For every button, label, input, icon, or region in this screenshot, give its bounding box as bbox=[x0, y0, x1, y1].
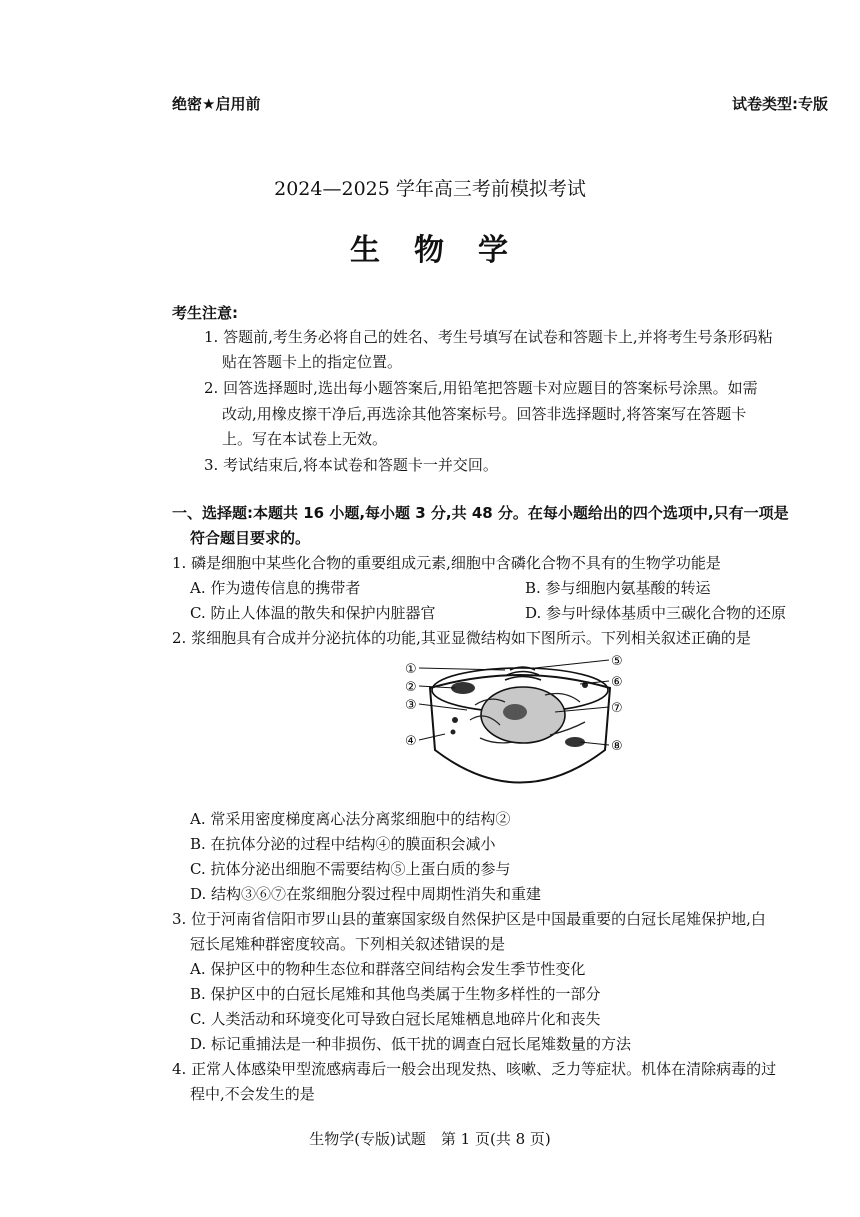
q3-option-c: C. 人类活动和环境变化可导致白冠长尾雉栖息地碎片化和丧失 bbox=[190, 1010, 601, 1028]
q3-option-d: D. 标记重捕法是一种非损伤、低干扰的调查白冠长尾雉数量的方法 bbox=[190, 1035, 632, 1053]
notice-line: 上。写在本试卷上无效。 bbox=[222, 430, 388, 448]
label-5: ⑤ bbox=[611, 654, 623, 669]
q3-option-b: B. 保护区中的白冠长尾雉和其他鸟类属于生物多样性的一部分 bbox=[190, 985, 601, 1003]
page-footer: 生物学(专版)试题 第 1 页(共 8 页) bbox=[309, 1130, 551, 1148]
subject-title: 生 物 学 bbox=[350, 233, 510, 268]
label-8: ⑧ bbox=[611, 739, 623, 754]
q3-stem-cont: 冠长尾雉种群密度较高。下列相关叙述错误的是 bbox=[190, 935, 506, 953]
label-1: ① bbox=[405, 662, 417, 677]
q1-option-b: B. 参与细胞内氨基酸的转运 bbox=[525, 579, 711, 597]
notice-heading: 考生注意: bbox=[172, 304, 238, 322]
paper-type-label: 试卷类型:专版 bbox=[732, 95, 828, 113]
q2-option-c: C. 抗体分泌出细胞不需要结构⑤上蛋白质的参与 bbox=[190, 860, 511, 878]
q4-stem-cont: 程中,不会发生的是 bbox=[190, 1085, 315, 1103]
q2-stem: 2. 浆细胞具有合成并分泌抗体的功能,其亚显微结构如下图所示。下列相关叙述正确的是 bbox=[172, 629, 751, 647]
section-heading-cont: 符合题目要求的。 bbox=[190, 529, 311, 547]
label-6: ⑥ bbox=[611, 675, 623, 690]
label-7: ⑦ bbox=[611, 701, 623, 716]
q1-option-a: A. 作为遗传信息的携带者 bbox=[190, 579, 361, 597]
q2-option-d: D. 结构③⑥⑦在浆细胞分裂过程中周期性消失和重建 bbox=[190, 885, 542, 903]
plasma-cell-diagram bbox=[395, 650, 645, 800]
label-3: ③ bbox=[405, 698, 417, 713]
confidential-mark: 绝密★启用前 bbox=[172, 95, 261, 113]
q1-stem: 1. 磷是细胞中某些化合物的重要组成元素,细胞中含磷化合物不具有的生物学功能是 bbox=[172, 554, 721, 572]
notice-line: 3. 考试结束后,将本试卷和答题卡一并交回。 bbox=[204, 456, 498, 474]
q2-option-a: A. 常采用密度梯度离心法分离浆细胞中的结构② bbox=[190, 810, 511, 828]
exam-title: 2024—2025 学年高三考前模拟考试 bbox=[274, 178, 586, 200]
section-heading: 一、选择题:本题共 16 小题,每小题 3 分,共 48 分。在每小题给出的四个选项中,只有一项是 bbox=[172, 504, 789, 522]
label-2: ② bbox=[405, 680, 417, 695]
q4-stem: 4. 正常人体感染甲型流感病毒后一般会出现发热、咳嗽、乏力等症状。机体在清除病毒的过 bbox=[172, 1060, 777, 1078]
notice-line: 2. 回答选择题时,选出每小题答案后,用铅笔把答题卡对应题目的答案标号涂黑。如需 bbox=[204, 379, 758, 397]
q3-stem: 3. 位于河南省信阳市罗山县的董寨国家级自然保护区是中国最重要的白冠长尾雉保护地,白 bbox=[172, 910, 766, 928]
notice-line: 1. 答题前,考生务必将自己的姓名、考生号填写在试卷和答题卡上,并将考生号条形码粘 bbox=[204, 328, 773, 346]
q1-option-c: C. 防止人体温的散失和保护内脏器官 bbox=[190, 604, 436, 622]
notice-line: 贴在答题卡上的指定位置。 bbox=[222, 353, 403, 371]
q3-option-a: A. 保护区中的物种生态位和群落空间结构会发生季节性变化 bbox=[190, 960, 586, 978]
q2-option-b: B. 在抗体分泌的过程中结构④的膜面积会减小 bbox=[190, 835, 496, 853]
q1-option-d: D. 参与叶绿体基质中三碳化合物的还原 bbox=[525, 604, 787, 622]
label-4: ④ bbox=[405, 734, 417, 749]
notice-line: 改动,用橡皮擦干净后,再选涂其他答案标号。回答非选择题时,将答案写在答题卡 bbox=[222, 405, 747, 423]
